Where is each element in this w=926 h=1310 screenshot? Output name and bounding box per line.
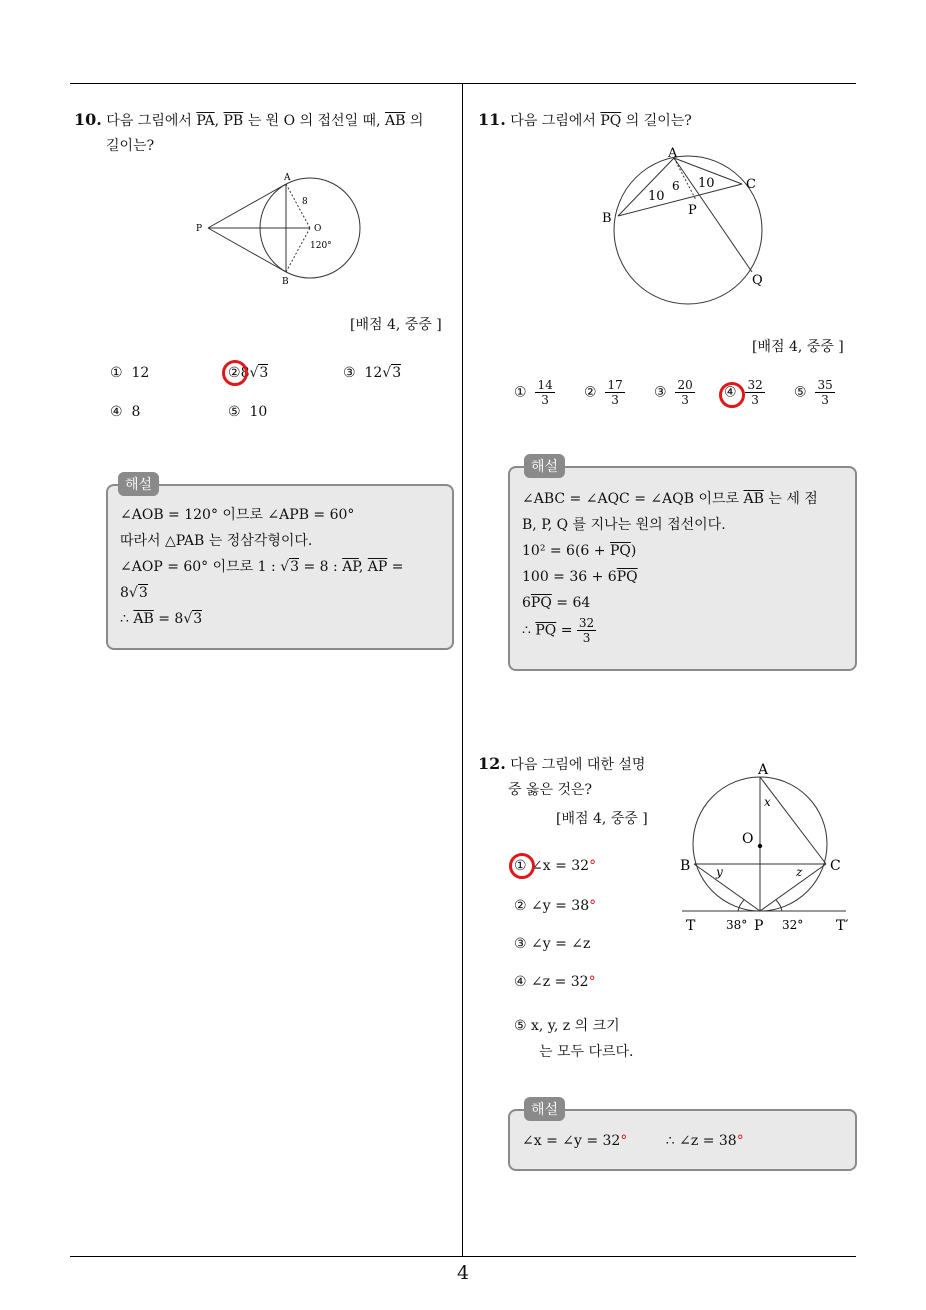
q12-label-b: B — [680, 858, 691, 874]
q12-stem: 12. 다음 그림에 대한 설명 — [478, 754, 646, 773]
page-number: 4 — [456, 1262, 470, 1284]
q12-label-p: P — [754, 918, 764, 934]
q10-choice-4[interactable]: ④ 8 — [110, 404, 141, 420]
q12-choice-1[interactable]: ① ∠x = 32° — [514, 858, 597, 874]
q10-stem: 10. 다음 그림에서 $\overline{PA}$, $\overline{PB}$ 는 원 O 의 접선일 때, $\overline{AB}$ 의 — [74, 110, 424, 129]
q12-answer-mark — [509, 853, 535, 879]
q12-label-o: O — [742, 831, 754, 847]
q12-score: [배점 4, 중중 ] — [556, 811, 648, 827]
svg-text:6: 6 — [672, 179, 680, 193]
top-rule — [70, 83, 856, 84]
q12-stem-line2: 중 옳은 것은? — [508, 782, 593, 798]
q12-figure — [676, 758, 856, 938]
q10-label-angle: 120° — [310, 241, 332, 251]
q10-label-p: P — [196, 224, 203, 234]
q10-seg-pa: $\overline{PA}$ — [196, 113, 215, 129]
q10-label-8: 8 — [302, 197, 308, 207]
q11-label-p: P — [688, 203, 697, 218]
q12-label-c: C — [830, 858, 841, 874]
q10-choice-2[interactable]: ②8√3 — [228, 365, 269, 381]
q11-choice-4[interactable]: ④ $\frac{32}{3}$ — [724, 378, 763, 407]
q10-choice-1[interactable]: ① 12 — [110, 365, 150, 381]
svg-text:10: 10 — [648, 189, 665, 204]
q10-choice-3[interactable]: ③ 12√3 — [343, 365, 402, 381]
q10-number: 10. — [74, 110, 102, 129]
svg-text:32°: 32° — [782, 918, 804, 932]
q10-label-o: O — [314, 224, 322, 234]
q11-answer-mark — [719, 382, 745, 408]
bottom-rule — [70, 1256, 856, 1257]
q11-label-q: Q — [752, 273, 763, 288]
q11-solution-tag: 해설 — [524, 454, 565, 478]
q11-stem: 11. 다음 그림에서 $\overline{PQ}$ 의 길이는? — [478, 110, 692, 129]
svg-text:y: y — [716, 865, 723, 879]
q12-number: 12. — [478, 754, 506, 773]
q12-solution-tag: 해설 — [524, 1097, 565, 1121]
q12-label-t: T — [686, 918, 696, 934]
q10-figure — [190, 168, 370, 290]
q11-figure — [596, 142, 776, 314]
q10-label-b: B — [282, 277, 289, 287]
q10-text: 다음 그림에서 — [106, 113, 192, 129]
q10-tangent-pb — [208, 228, 286, 272]
q11-label-a: A — [668, 146, 678, 161]
q11-seg-pq: $\overline{PQ}$ — [600, 113, 622, 129]
q11-choice-3[interactable]: ③ $\frac{20}{3}$ — [654, 378, 693, 407]
q10-score: [배점 4, 중중 ] — [350, 317, 442, 333]
q11-choice-1[interactable]: ① $\frac{14}{3}$ — [514, 378, 553, 407]
q10-answer-mark — [222, 360, 248, 386]
q12-center-dot — [758, 844, 762, 848]
q11-choice-2[interactable]: ② $\frac{17}{3}$ — [584, 378, 623, 407]
q10-choice-5[interactable]: ⑤ 10 — [228, 404, 268, 420]
q11-label-b: B — [602, 211, 612, 226]
q10-stem-line2: 길이는? — [106, 138, 155, 154]
q11-solution-box: ∠ABC = ∠AQC = ∠AQB 이므로 $\overline{AB}$ 는 세 점 B, P, Q 를 지나는 원의 접선이다. $10^2 = 6(6 + \overline{PQ})$ $100 = 36 + 6\overline{PQ}$ $6\overline{PQ} = 64$ ∴ $\overline{PQ}$ = $\frac{32}{3}$ — [508, 466, 857, 671]
q10-seg-ab: $\overline{AB}$ — [385, 113, 406, 129]
column-divider — [462, 84, 463, 1256]
q12-solution-box: ∠x = ∠y = 32° ∴ ∠z = 38° — [508, 1109, 857, 1171]
q10-solution-box: ∠AOB = 120° 이므로 ∠APB = 60° 따라서 △PAB 는 정삼각형이다. ∠AOP = 60° 이므로 1 : √3 = 8 : $\overline{AP}$, $\overline{AP}$ = 8√3 ∴ $\overline{AB} = 8√3$ — [106, 484, 454, 650]
q10-solution-tag: 해설 — [118, 472, 159, 496]
q12-label-t-prime: T′ — [836, 918, 849, 934]
q10-label-a: A — [284, 173, 291, 183]
svg-text:38°: 38° — [726, 918, 748, 932]
q12-choice-3[interactable]: ③ ∠y = ∠z — [514, 936, 591, 952]
svg-text:z: z — [796, 865, 803, 879]
q12-choice-2[interactable]: ② ∠y = 38° — [514, 898, 597, 914]
q11-number: 11. — [478, 110, 506, 129]
q12-choice-5[interactable]: ⑤ x, y, z 의 크기 는 모두 다르다. — [514, 1018, 634, 1060]
q11-score: [배점 4, 중중 ] — [752, 339, 844, 355]
svg-text:10: 10 — [698, 176, 715, 191]
q12-label-a: A — [758, 762, 769, 778]
q11-choice-5[interactable]: ⑤ $\frac{35}{3}$ — [794, 378, 833, 407]
q12-choice-4[interactable]: ④ ∠z = 32° — [514, 974, 596, 990]
q10-seg-pb: $\overline{PB}$ — [223, 113, 244, 129]
q10-tangent-pa — [208, 184, 286, 228]
svg-text:x: x — [764, 795, 771, 809]
q11-label-c: C — [746, 177, 756, 192]
